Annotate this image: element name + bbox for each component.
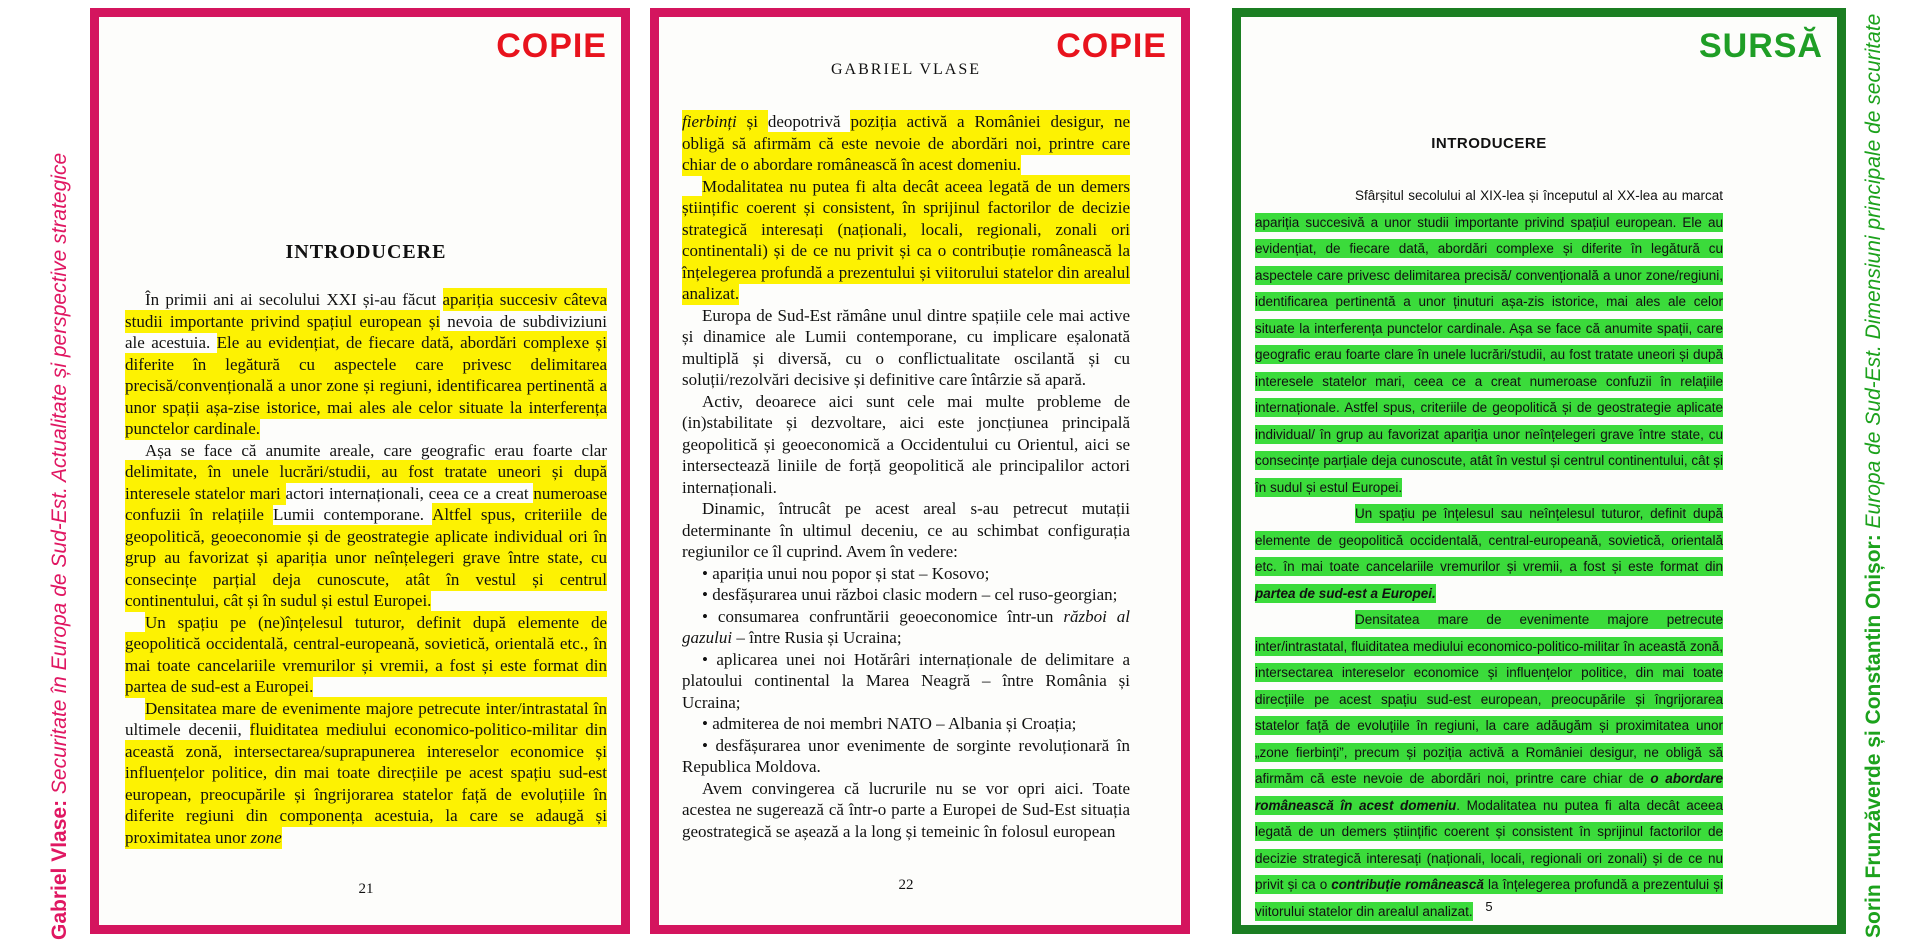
page-copy-22 <box>650 8 1190 934</box>
paragraph <box>682 606 1130 649</box>
text-segment: nevoia de subdiviziuni ale acestuia. <box>125 311 607 352</box>
paragraph <box>682 391 1130 499</box>
paragraph <box>125 612 607 698</box>
copy-stamp: COPIE <box>1056 27 1167 65</box>
highlighted-text: fierbinți <box>682 112 737 131</box>
source-stamp: SURSĂ <box>1698 27 1823 65</box>
chapter-heading: INTRODUCERE <box>1431 135 1547 152</box>
highlighted-text: contribuție românească <box>1331 877 1484 892</box>
paragraph <box>682 713 1130 735</box>
text-segment: Așa se face că anumite areale, care geografic erau foarte clar <box>145 440 607 460</box>
highlighted-text: numeroase confuzii în relațiile <box>125 483 607 524</box>
text-segment: Sfârșitul secolului al XIX-lea și începutul al XX-lea au marcat <box>1355 188 1723 203</box>
paragraph <box>125 440 607 612</box>
text-segment: Lumii contemporane. <box>272 505 433 524</box>
right-label-author: Sorin Frunzăverde și Constantin Onișor: <box>1862 534 1885 938</box>
highlighted-text: și <box>736 112 768 131</box>
highlighted-text: Altfel spus, criteriile de geopolitică, geoeconomie și de geostrategie aplicate individual ori în grup au favorizat și apariția unor neînțelegeri grave între state, cu consecințe parțial deja cunoscute, atât în vestul și centrul continentului, cât și în sudul și estul Europei. <box>125 505 607 610</box>
text-segment: • desfășurarea unui război clasic modern – cel ruso-georgian; <box>702 585 1118 604</box>
text-segment: actori internaționali, ceea ce a creat <box>285 483 534 503</box>
paragraph <box>682 563 1130 585</box>
text-segment: Activ, deoarece aici sunt cele mai multe probleme de (in)stabilitate și dezvoltare, aici este joncțiunea principală geopolitică și geoeconomică a Occidentului cu Orientul, aici se intersectează liniile de forță geopolitică ale principalilor actori internaționali. <box>682 391 1130 497</box>
paragraph <box>1255 501 1723 607</box>
text-segment: Europa de Sud-Est rămâne unul dintre spațiile cele mai active și dinamice ale Lumii contemporane, cu implicare eșalonată multiplă și diversă, cu o conflictualitate oscilantă și cu soluții/rezolvări decisive și definitive care întârzie să apară. <box>682 305 1130 389</box>
paragraph <box>682 176 1130 305</box>
text-segment: • consumarea confruntării geoeconomice într-un <box>702 606 1064 626</box>
text-segment: • apariția unui nou popor și stat – Kosovo; <box>702 563 990 583</box>
highlighted-text: la înțelegerea profundă a prezentului și viitorului statelor din arealul analizat. <box>1255 877 1723 919</box>
paragraph <box>682 735 1130 778</box>
paragraph <box>682 305 1130 391</box>
chapter-heading: INTRODUCERE <box>285 241 447 263</box>
highlighted-text: o abordare românească în acest domeniu <box>1255 771 1723 813</box>
highlighted-text: Densitatea mare de evenimente majore petrecute inter/intrastatal în <box>145 698 607 718</box>
page-body <box>125 289 607 848</box>
text-segment: Avem convingerea că lucrurile nu se vor opri aici. Toate acestea ne sugerează că într-o parte a Europei de Sud-Est situația geostrategică se așează a la long și temeinic în folosul european <box>682 778 1130 841</box>
highlighted-text: zone <box>250 827 282 847</box>
page-copy-21 <box>90 8 630 934</box>
left-label-title: Securitate în Europa de Sud-Est. Actualitate și perspective strategice <box>48 152 71 800</box>
left-book-spine-label <box>48 153 72 940</box>
paragraph <box>1255 607 1723 925</box>
text-segment: Dinamic, întrucât pe acest areal s-au petrecut mutații determinante în ultimul deceniu, ce au schimbat configurația regiunilor ce îl cuprind. Avem în vedere: <box>682 499 1130 561</box>
highlighted-text: poziția activă a României desigur, ne obligă să afirmăm că este nevoie de abordări noi, printre care chiar de o abordare românească în acest domeniu. <box>682 112 1130 174</box>
highlighted-text: Modalitatea nu putea fi alta decât aceea legată de un demers științific coerent și consistent, în sprijinul factorilor de decizie strategică interesați (naționali, locali, regionali, zonali ori continentali) și de ce nu privit și ca o contribuție românească la înțelegerea profundă a prezentului și viitorului statelor din arealul analizat. <box>682 176 1130 303</box>
highlighted-text: Densitatea mare de evenimente majore petrecute inter/intrastatal, fluiditatea mediului economico-politico-militar în această zonă, intersectarea intereselor economice și influențelor politice, din mai toate direcțiile pe acest spațiu sud-est european, preocupările și îngrijorarea statelor față de evoluțiile în regiuni, la care adăugăm și proximitatea unor „zone fierbinți”, precum și poziția activă a României desigur, ne obligă să afirmăm că este nevoie de abordări noi, printre care chiar de <box>1255 612 1723 786</box>
paragraph <box>1255 183 1723 501</box>
text-segment: deopotrivă <box>767 112 851 131</box>
text-segment: – între Rusia și Ucraina; <box>732 628 902 647</box>
paragraph <box>682 584 1130 606</box>
text-segment: • admiterea de noi membri NATO – Albania și Croația; <box>702 714 1077 733</box>
page-source-5 <box>1232 8 1846 934</box>
page-number: 21 <box>358 881 374 897</box>
right-book-spine-label <box>1862 14 1886 938</box>
text-segment: ultimele decenii, <box>125 720 250 739</box>
paragraph <box>125 289 607 440</box>
paragraph <box>682 111 1130 176</box>
highlighted-text: . Modalitatea nu putea fi alta decât aceea legată de un demers științific coerent și consistent în sprijinul factorilor de decizie strategică interesați (naționali, locali, regionali ori zonali) și de ce nu privit și ca o <box>1255 797 1723 892</box>
right-label-title: Europa de Sud-Est. Dimensiuni principale de securitate <box>1862 13 1885 535</box>
page-number: 22 <box>898 877 914 893</box>
paragraph <box>682 649 1130 714</box>
page-number: 5 <box>1485 899 1493 914</box>
copy-stamp: COPIE <box>496 27 607 65</box>
highlighted-text: partea de sud-est a Europei. <box>1255 585 1436 601</box>
highlighted-text: fluiditatea mediului economico-politico-militar din această zonă, intersectarea/suprapunerea intereselor economice și influențelor politice, din mai toate direcțiile pe acest spațiu sud-est european, preocupările și îngrijorarea statelor față de evoluțiile în diferite regiuni din componența acestuia, la care se adaugă și proximitatea unor <box>125 720 607 847</box>
left-label-author: Gabriel Vlase: <box>48 799 71 940</box>
highlighted-text: delimitate, în unele lucrări/studii, au fost tratate uneori și după interesele statelor mari <box>125 462 607 503</box>
text-segment: • aplicarea unei noi Hotărâri internaționale de delimitare a platoului continental la Marea Neagră – între România și Ucraina; <box>682 649 1130 712</box>
paragraph <box>682 498 1130 563</box>
highlighted-text: apariția succesiv câteva studii importante privind spațiul european și <box>125 290 607 331</box>
text-segment: • desfășurarea unor evenimente de sorginte revoluționară în Republica Moldova. <box>682 735 1130 776</box>
running-header-author: GABRIEL VLASE <box>831 61 981 78</box>
paragraph <box>682 778 1130 843</box>
highlighted-text: Ele au evidențiat, de fiecare dată, abordări complexe și diferite în legătură cu aspectele care privesc delimitarea precisă/convențională a unor zone și regiuni, identificarea pertinentă a unor spații așa-zise istorice, mai ales ale celor situate la interferența punctelor cardinale. <box>125 333 607 438</box>
text-segment: război al gazului <box>682 606 1130 647</box>
highlighted-text: Un spațiu pe înțelesul sau neînțelesul tuturor, definit după elemente de geopolitică occidentală, central-europeană, sovietică, orientală etc. în mai toate cancelariile vremurilor și vremii, a fost și este format din <box>1255 506 1723 574</box>
text-segment: În primii ani ai secolului XXI și-au făcut <box>145 290 443 309</box>
page-body <box>682 111 1130 842</box>
paragraph <box>125 698 607 849</box>
highlighted-text: Un spațiu pe (ne)înțelesul tuturor, definit după elemente de geopolitică occidentală, central-europeană, sovietică, orientală etc., în mai toate cancelariile vremurilor și vremii, a fost și este format din partea de sud-est a Europei. <box>125 612 607 696</box>
page-body <box>1255 183 1723 925</box>
highlighted-text: apariția succesivă a unor studii importante privind spațiul european. Ele au evidențiat, de fiecare dată, abordări complexe și diferite în legătură cu aspectele care privesc delimitarea precisă/ convențională a unor zone/regiuni, identificarea pertinentă a unor ținuturi așa-zis istorice, mai ales ale celor situate la interferența punctelor cardinale. Așa se face că anumite spații, care geografic erau foarte clare în unele lucrări/studii, au fost tratate uneori și după interesele statelor mari, ceea ce a creat numeroase confuzii în relațiile internaționale. Astfel spus, criteriile de geopolitică și de geostrategie aplicate individual/ în grup au favorizat apariția unor neînțelegeri grave între state, cu consecințe parțiale deja cunoscute, atât în vestul și centrul continentului, cât și în sudul și estul Europei. <box>1255 214 1723 495</box>
